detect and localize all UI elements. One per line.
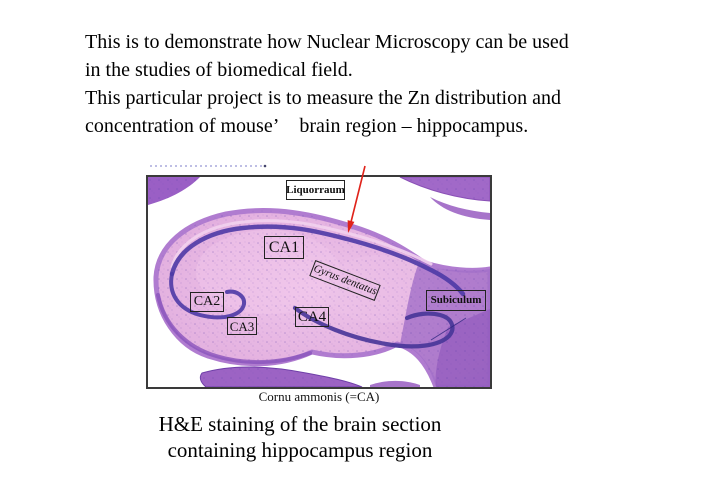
intro-text [85, 28, 665, 140]
label-gyrus-dentatus: Gyrus dentatus [309, 260, 380, 301]
label-subiculum: Subiculum [426, 290, 486, 311]
figure-description-line-2: containing hippocampus region [167, 438, 433, 462]
intro-line-1: This is to demonstrate how Nuclear Microscopy can be used [85, 31, 569, 53]
intro-line-4: concentration of mouse’ brain region – hippocampus. [85, 115, 529, 137]
label-ca3: CA3 [227, 317, 257, 335]
label-ca4: CA4 [295, 307, 329, 327]
figure-description [110, 411, 490, 463]
intro-line-3: This particular project is to measure the Zn distribution and [85, 87, 561, 109]
label-ca2: CA2 [190, 292, 224, 312]
label-ca1: CA1 [264, 236, 304, 259]
brain-section-figure [146, 175, 492, 389]
figure-caption: Cornu ammonis (=CA) [258, 389, 380, 404]
intro-line-2: in the studies of biomedical field. [85, 59, 353, 81]
label-liquorraum: Liquorraum [286, 180, 345, 200]
figure-description-line-1: H&E staining of the brain section [158, 412, 442, 436]
brain-tissue-image [148, 177, 490, 387]
